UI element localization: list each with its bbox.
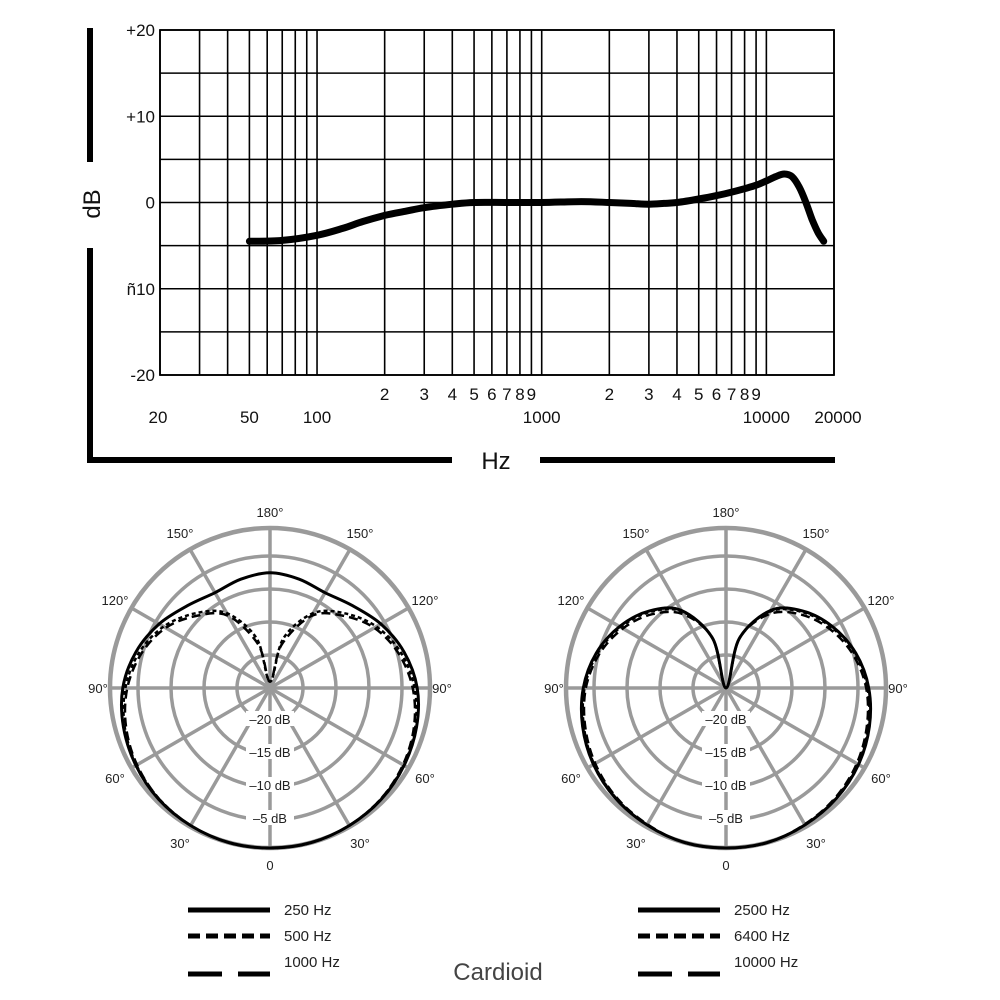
polar-ring-label: –10 dB (249, 778, 291, 793)
x-tick-label: 3 (419, 385, 429, 404)
polar-angle-label: 0 (266, 858, 274, 873)
polar-angle-label: 30° (806, 836, 826, 851)
x-tick-label: 7 (502, 385, 512, 404)
x-axis-title: Hz (481, 448, 511, 475)
legend-low-frequencies (188, 902, 340, 974)
x-tick-label: 1000 (522, 408, 561, 427)
polar-ring-label: –10 dB (705, 778, 747, 793)
x-tick-label: 8 (515, 385, 525, 404)
x-tick-label: 2 (379, 385, 390, 404)
polar-ring-label: –15 dB (249, 745, 291, 760)
polar-angle-label: 180° (256, 505, 284, 520)
x-tick-label: 50 (239, 408, 259, 427)
x-tick-label: 9 (751, 385, 761, 404)
polar-angle-label: 60° (871, 771, 891, 786)
polar-angle-label: 120° (557, 593, 585, 608)
polar-angle-label: 90° (544, 681, 564, 696)
legend-label: 10000 Hz (734, 954, 799, 971)
frequency-response-line (249, 174, 823, 241)
polar-angle-label: 150° (346, 526, 374, 541)
polar-pattern-low-frequencies (88, 505, 452, 873)
x-tick-label: 2 (604, 385, 615, 404)
polar-ring-label: –15 dB (705, 745, 747, 760)
legend-high-frequencies (638, 902, 798, 974)
polar-angle-label: 90° (888, 681, 908, 696)
polar-angle-label: 60° (561, 771, 581, 786)
x-tick-label: 20 (148, 408, 168, 427)
x-tick-label: 10000 (742, 408, 791, 427)
y-tick-label: 0 (145, 193, 155, 213)
y-tick-label: +20 (126, 21, 155, 40)
y-tick-label: ñ10 (126, 279, 155, 299)
legend-label: 6400 Hz (734, 928, 790, 945)
polar-angle-label: 120° (101, 593, 129, 608)
x-tick-label: 3 (644, 385, 654, 404)
x-tick-label: 9 (526, 385, 537, 404)
legend-label: 250 Hz (284, 902, 332, 919)
legend-label: 1000 Hz (284, 954, 340, 971)
y-tick-label: -20 (130, 366, 155, 385)
polar-angle-label: 0 (722, 858, 730, 873)
y-tick-label: +10 (126, 107, 155, 127)
x-tick-label: 20000 (814, 408, 862, 427)
y-axis-title: dB (79, 189, 106, 219)
polar-angle-label: 120° (867, 593, 895, 608)
x-tick-label: 7 (726, 385, 737, 404)
polar-ring-label: –20 dB (249, 712, 291, 727)
x-tick-label: 4 (672, 385, 682, 404)
x-tick-label: 8 (739, 385, 750, 404)
polar-angle-label: 30° (170, 836, 190, 851)
polar-angle-label: 150° (802, 526, 830, 541)
polar-angle-label: 120° (411, 593, 439, 608)
polar-angle-label: 90° (88, 681, 108, 696)
caption-label: Cardioid (453, 959, 543, 986)
polar-angle-label: 60° (105, 771, 125, 786)
legend-label: 500 Hz (284, 928, 332, 945)
polar-ring-label: –5 dB (253, 811, 287, 826)
polar-angle-label: 150° (622, 526, 650, 541)
x-tick-label: 5 (694, 385, 704, 404)
polar-angle-label: 90° (432, 681, 452, 696)
x-tick-label: 6 (487, 385, 497, 404)
x-tick-label: 100 (302, 408, 332, 427)
frequency-response-chart (79, 21, 862, 475)
legend-label: 2500 Hz (734, 902, 790, 919)
polar-ring-label: –5 dB (709, 811, 743, 826)
x-tick-label: 6 (711, 385, 722, 404)
x-tick-label: 4 (447, 385, 458, 404)
polar-angle-label: 180° (712, 505, 740, 520)
polar-angle-label: 30° (626, 836, 646, 851)
x-tick-label: 5 (469, 385, 479, 404)
polar-ring-label: –20 dB (705, 712, 747, 727)
polar-pattern-high-frequencies (544, 505, 908, 873)
polar-angle-label: 30° (350, 836, 370, 851)
polar-angle-label: 60° (415, 771, 435, 786)
polar-angle-label: 150° (166, 526, 194, 541)
